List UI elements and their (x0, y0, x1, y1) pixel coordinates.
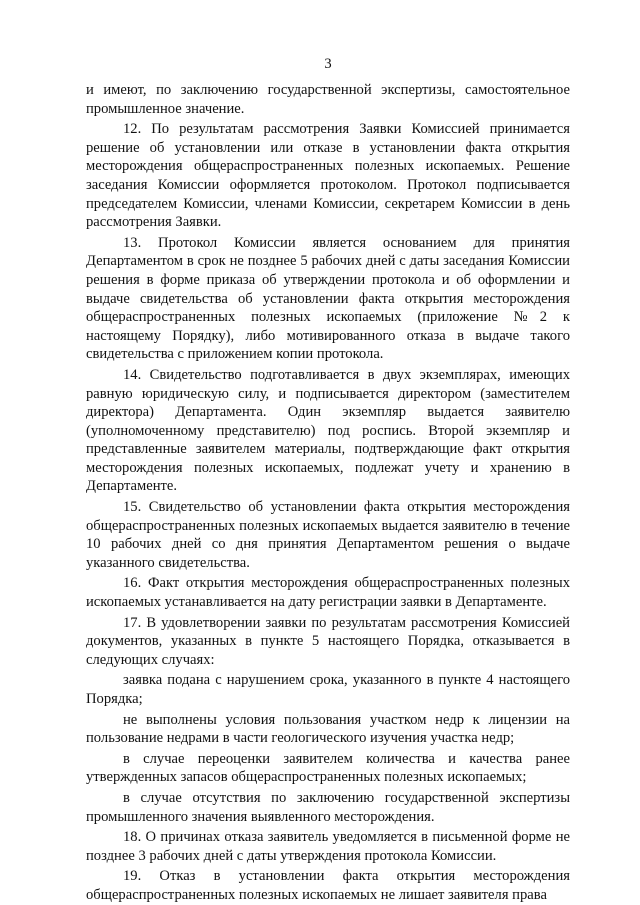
paragraph-13: 13. Протокол Комиссии является основанием для принятия Департаментом в срок не позднее 5 рабочих дней с даты заседания Комиссии решения в форме приказа об утверждении протокола и об оформлении и выдаче свидетельства об установлении факта открытия месторождения общераспространенных полезных ископаемых (приложение №2 к настоящему Порядку), либо мотивированного отказа в выдаче такого свидетельства с приложением копии протокола. (86, 234, 570, 363)
page-number: 3 (324, 56, 332, 72)
refusal-case-4: в случае отсутствия по заключению государственной экспертизы промышленного значения выявленного месторождения. (86, 789, 570, 825)
refusal-case-3: в случае переоценки заявителем количества и качества ранее утвержденных запасов общераспространенных полезных ископаемых; (86, 750, 570, 786)
paragraph-15: 15. Свидетельство об установлении факта открытия месторождения общераспространенных полезных ископаемых выдается заявителю в течение 10 рабочих дней со дня принятия Департаментом решения о выдаче указанного свидетельства. (86, 499, 570, 571)
refusal-case-2: не выполнены условия пользования участком недр к лицензии на пользование недрами в части геологического изучения участка недр; (86, 711, 570, 747)
paragraph-16: 16. Факт открытия месторождения общераспространенных полезных ископаемых устанавливается на дату регистрации заявки в Департаменте. (86, 575, 570, 611)
refusal-case-1: заявка подана с нарушением срока, указанного в пункте 4 настоящего Порядка; (86, 672, 570, 707)
paragraph-12: 12. По результатам рассмотрения Заявки Комиссией принимается решение об установлении или отказе в установлении факта открытия месторождения общераспространенных полезных ископаемых. Решение заседания Комиссии оформляется протоколом. Протокол подписывается председателем Комиссии, членами Комиссии, секретарем Комиссии в день рассмотрения Заявки. (86, 121, 570, 231)
paragraph-14: 14. Свидетельство подготавливается в двух экземплярах, имеющих равную юридическую силу, и подписывается директором (заместителем директора) Департамента. Один экземпляр выдается заявителю (уполномоченному представителю) под роспись. Второй экземпляр и представленные заявителем материалы, подтверждающие факт открытия месторождения полезных ископаемых, подлежат учету и хранению в Департаменте. (86, 366, 570, 495)
paragraph-19: 19. Отказ в установлении факта открытия месторождения общераспространенных полезных ископаемых не лишает заявителя права (86, 868, 570, 903)
document-body (86, 81, 570, 905)
paragraph-17: 17. В удовлетворении заявки по результатам рассмотрения Комиссией документов, указанных в пункте 5 настоящего Порядка, отказывается в следующих случаях: (86, 614, 570, 668)
paragraph-continuation: и имеют, по заключению государственной экспертизы, самостоятельное промышленное значение. (86, 82, 570, 117)
paragraph-18: 18. О причинах отказа заявитель уведомляется в письменной форме не позднее 3 рабочих дней с даты утверждения протокола Комиссии. (86, 829, 570, 864)
